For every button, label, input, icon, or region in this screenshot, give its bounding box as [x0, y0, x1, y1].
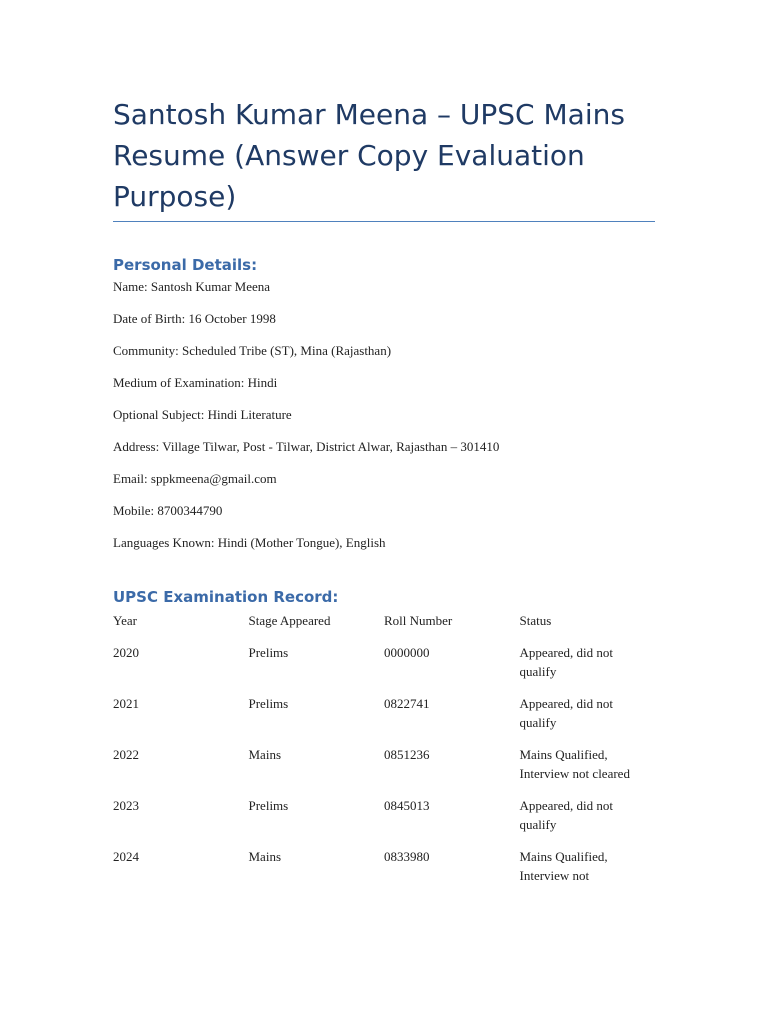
cell-stage: Prelims	[248, 644, 289, 660]
table-row	[113, 694, 658, 733]
column-header-stage: Stage Appeared	[248, 613, 331, 628]
cell-stage: Mains	[248, 746, 281, 762]
table-row	[113, 745, 658, 784]
detail-name: Name: Santosh Kumar Meena	[113, 279, 271, 294]
exam-record-heading: UPSC Examination Record:	[113, 588, 339, 606]
table-header-row	[113, 611, 658, 631]
document-title: Santosh Kumar Meena – UPSC Mains Resume (Answer Copy Evaluation Purpose)	[113, 98, 625, 213]
column-header-roll-number: Roll Number	[384, 613, 453, 628]
cell-status: Appeared, did not qualify	[519, 797, 614, 832]
cell-year: 2023	[113, 797, 139, 813]
cell-roll-number: 0845013	[384, 797, 430, 813]
detail-community: Community: Scheduled Tribe (ST), Mina (Rajasthan)	[113, 343, 392, 358]
cell-stage: Prelims	[248, 695, 289, 711]
detail-date-of-birth: Date of Birth: 16 October 1998	[113, 311, 276, 326]
cell-year: 2021	[113, 695, 139, 711]
detail-email: Email: sppkmeena@gmail.com	[113, 471, 277, 486]
detail-optional-subject: Optional Subject: Hindi Literature	[113, 407, 292, 422]
cell-status: Mains Qualified, Interview not	[519, 848, 608, 883]
detail-medium: Medium of Examination: Hindi	[113, 375, 278, 390]
detail-mobile: Mobile: 8700344790	[113, 503, 223, 518]
cell-roll-number: 0000000	[384, 644, 430, 660]
detail-languages: Languages Known: Hindi (Mother Tongue), English	[113, 535, 386, 550]
table-row	[113, 796, 658, 835]
personal-details-heading: Personal Details:	[113, 256, 258, 274]
cell-roll-number: 0833980	[384, 848, 430, 864]
exam-record-table	[113, 611, 658, 898]
cell-year: 2022	[113, 746, 139, 762]
cell-status: Appeared, did not qualify	[519, 695, 614, 730]
title-underline-divider	[113, 221, 655, 222]
cell-stage: Prelims	[248, 797, 289, 813]
column-header-status: Status	[519, 613, 552, 628]
cell-status: Appeared, did not qualify	[519, 644, 614, 679]
personal-details-list	[113, 278, 673, 566]
detail-address: Address: Village Tilwar, Post - Tilwar, District Alwar, Rajasthan – 301410	[113, 439, 500, 454]
cell-year: 2020	[113, 644, 139, 660]
cell-status: Mains Qualified, Interview not cleared	[519, 746, 630, 781]
table-row	[113, 643, 658, 682]
column-header-year: Year	[113, 613, 137, 628]
cell-stage: Mains	[248, 848, 281, 864]
cell-year: 2024	[113, 848, 139, 864]
table-row	[113, 847, 658, 886]
cell-roll-number: 0851236	[384, 746, 430, 762]
cell-roll-number: 0822741	[384, 695, 430, 711]
